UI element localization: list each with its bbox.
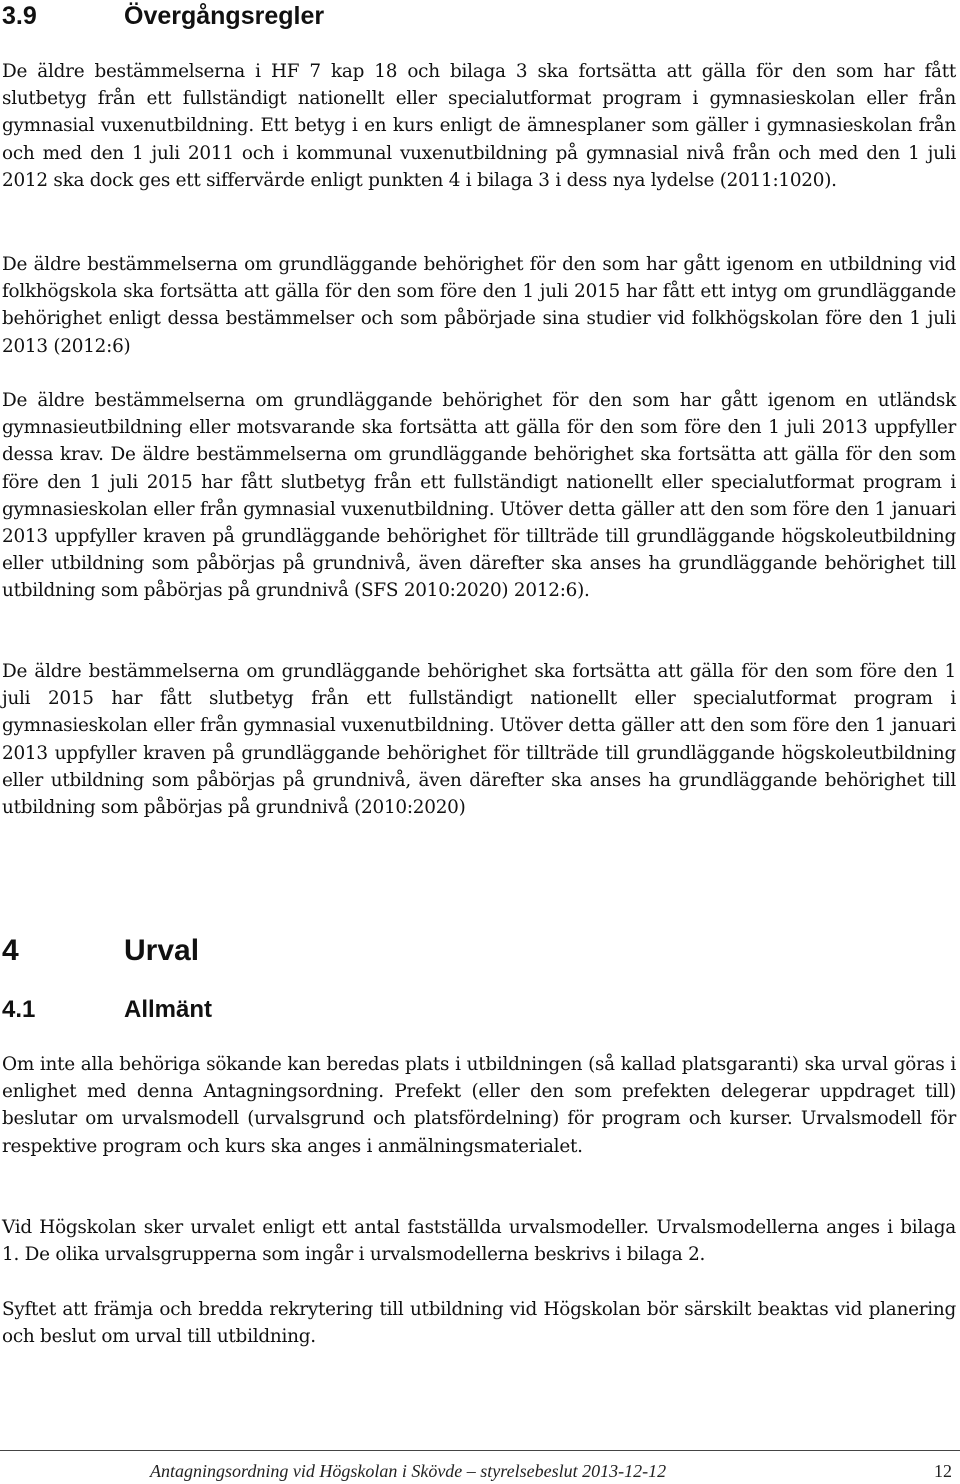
paragraph-4-1-3: Syftet att främja och bredda rekrytering till utbildning vid Högskolan bör särskilt beaktas vid planering och beslut om urval till utbildning. xyxy=(2,1299,956,1348)
section-heading-4-1 xyxy=(2,994,212,1026)
footer-divider xyxy=(0,1450,960,1451)
section-number: 3.9 xyxy=(2,2,37,30)
section-title: Allmänt xyxy=(124,996,213,1023)
section-number: 4.1 xyxy=(2,996,36,1023)
chapter-title: Urval xyxy=(124,934,200,967)
footer-text: Antagningsordning vid Högskolan i Skövde – styrelsebeslut 2013-12-12 xyxy=(150,1461,667,1481)
section-heading-3-9 xyxy=(2,0,324,32)
paragraph-3-9-4: De äldre bestämmelserna om grundläggande behörighet ska fortsätta att gälla för den som före den 1 juli 2015 har fått slutbetyg från ett fullständigt nationellt eller specialutformat program i gymnasieskolan eller från gymnasial vuxenutbildning. Utöver detta gäller att den som före den 1 januari 2013 uppfyller kraven på grundläggande behörighet för tillträde till grundläggande högskoleutbildning eller utbildning som påbörjas på grundnivå, även därefter ska anses ha grundläggande behörighet till utbildning som påbörjas på grundnivå (2010:2020) xyxy=(2,661,956,819)
chapter-heading-4 xyxy=(2,932,199,970)
page-number: 12 xyxy=(934,1461,952,1481)
section-title: Övergångsregler xyxy=(124,2,325,30)
paragraph-3-9-1: De äldre bestämmelserna i HF 7 kap 18 och bilaga 3 ska fortsätta att gälla för den som har fått slutbetyg från ett fullständigt nationellt eller specialutformat program i gymnasieskolan eller från gymnasial vuxenutbildning. Ett betyg i en kurs enligt de ämnesplaner som gäller i gymnasieskolan från och med den 1 juli 2011 och i kommunal vuxenutbildning på gymnasial nivå från och med den 1 juli 2012 ska dock ges ett siffervärde enligt punkten 4 i bilaga 3 i dess nya lydelse (2011:1020). xyxy=(2,61,956,191)
paragraph-4-1-1: Om inte alla behöriga sökande kan beredas plats i utbildningen (så kallad platsgaranti) ska urval göras i enlighet med denna Antagningsordning. Prefekt (eller den som prefekten delegerar uppdraget till) beslutar om urvalsmodell (urvalsgrund och platsfördelning) för program och kurser. Urvalsmodell för respektive program och kurs ska anges i anmälningsmaterialet. xyxy=(2,1054,956,1157)
paragraph-3-9-2: De äldre bestämmelserna om grundläggande behörighet för den som har gått igenom en utbildning vid folkhögskola ska fortsätta att gälla för den som före den 1 juli 2015 har fått ett intyg om grundläggande behörighet enligt dessa bestämmelser och som påbörjade sina studier vid folkhögskolan före den 1 juli 2013 (2012:6) xyxy=(2,254,956,357)
paragraph-3-9-3: De äldre bestämmelserna om grundläggande behörighet för den som har gått igenom en utländsk gymnasieutbildning eller motsvarande ska fortsätta att gälla för den som före den 1 juli 2013 uppfyller dessa krav. De äldre bestämmelserna om grundläggande behörighet ska fortsätta att gälla för den som före den 1 juli 2015 har fått slutbetyg från ett fullständigt nationellt eller specialutformat program i gymnasieskolan eller från gymnasial vuxenutbildning. Utöver detta gäller att den som före den 1 januari 2013 uppfyller kraven på grundläggande behörighet för tillträde till grundläggande högskoleutbildning eller utbildning som påbörjas på grundnivå, även därefter ska anses ha grundläggande behörighet till utbildning som påbörjas på grundnivå (SFS 2010:2020) 2012:6). xyxy=(2,390,956,602)
chapter-number: 4 xyxy=(2,934,19,967)
paragraph-4-1-2: Vid Högskolan sker urvalet enligt ett antal fastställda urvalsmodeller. Urvalsmodellerna anges i bilaga 1. De olika urvalsgrupperna som ingår i urvalsmodellerna beskrivs i bilaga 2. xyxy=(2,1217,956,1266)
